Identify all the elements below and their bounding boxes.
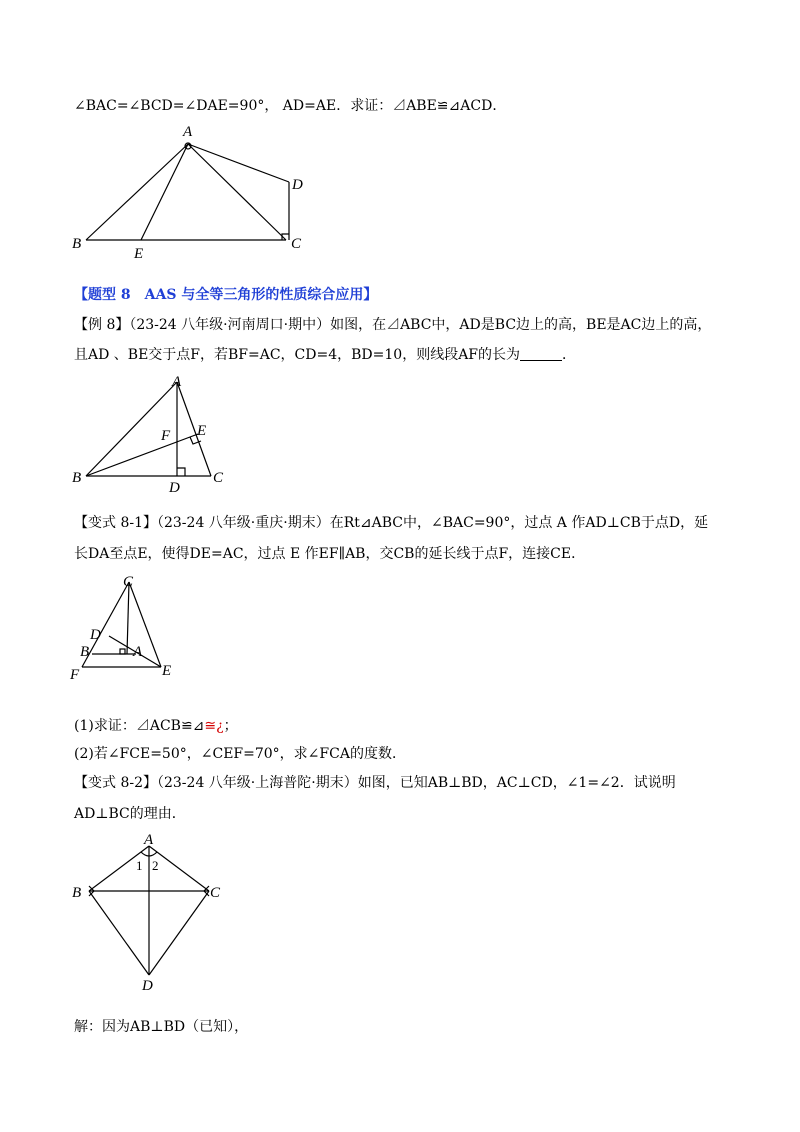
problem-statement-line: ∠BAC=∠BCD=∠DAE=90°， AD=AE．求证：⊿ABE≌⊿ACD． (74, 98, 507, 114)
label-c: C (213, 470, 224, 486)
figure-4-kite (66, 830, 236, 995)
figure-3-triangle (66, 572, 196, 684)
label-d: D (142, 978, 153, 994)
label-a: A (144, 832, 154, 848)
example-8-period: ． (562, 347, 577, 363)
label-f: F (161, 428, 171, 444)
question-1-end: ； (223, 718, 238, 734)
figure-2-triangle (66, 372, 246, 497)
angle-1-label: 1 (136, 858, 143, 873)
label-c: C (291, 236, 302, 252)
variant-8-2-line-2: AD⊥BC的理由． (74, 806, 186, 822)
label-b: B (72, 470, 82, 486)
variant-8-2-line-1: 【变式 8-2】（23-24 八年级·上海普陀·期末）如图，已知AB⊥BD，AC⊥CD，∠1=∠2．试说明 (74, 775, 676, 791)
label-a: A (172, 374, 182, 390)
variant-8-1-line-2: 长DA至点E，使得DE=AC，过点 E 作EF∥AB，交CB的延长线于点F，连接CE． (74, 546, 586, 562)
label-f: F (70, 667, 80, 683)
label-d: D (90, 627, 101, 643)
label-e: E (134, 246, 144, 262)
label-e: E (162, 663, 172, 679)
question-1 (74, 716, 238, 736)
label-a: A (183, 124, 193, 140)
question-1-text: (1)求证：⊿ACB≌⊿ (74, 718, 205, 734)
section-heading: 【题型 8 AAS 与全等三角形的性质综合应用】 (74, 287, 378, 303)
label-d: D (169, 480, 180, 496)
garbled-symbol: ≅¿ (204, 718, 224, 734)
label-e: E (197, 423, 207, 439)
label-c: C (123, 574, 134, 590)
label-a: A (133, 644, 143, 660)
example-8-line-1: 【例 8】（23-24 八年级·河南周口·期中）如图，在⊿ABC中，AD是BC边上的高，BE是AC边上的高， (74, 317, 712, 333)
angle-2-label: 2 (152, 858, 159, 873)
label-c: C (210, 885, 221, 901)
example-8-text: 且AD 、BE交于点F，若BF=AC，CD=4，BD=10，则线段AF的长为 (74, 347, 521, 363)
variant-8-1-line-1: 【变式 8-1】（23-24 八年级·重庆·期末）在Rt⊿ABC中，∠BAC=90°，过点 A 作AD⊥CB于点D，延 (74, 515, 709, 531)
label-d: D (292, 177, 303, 193)
solution-line: 解：因为AB⊥BD（已知）， (74, 1019, 249, 1035)
label-b: B (80, 644, 90, 660)
figure-1-quadrilateral (66, 120, 326, 262)
label-b: B (72, 236, 82, 252)
example-8-line-2 (74, 345, 576, 365)
answer-blank (520, 346, 562, 361)
label-b: B (72, 885, 82, 901)
question-2: (2)若∠FCE=50°，∠CEF=70°，求∠FCA的度数． (74, 746, 406, 762)
